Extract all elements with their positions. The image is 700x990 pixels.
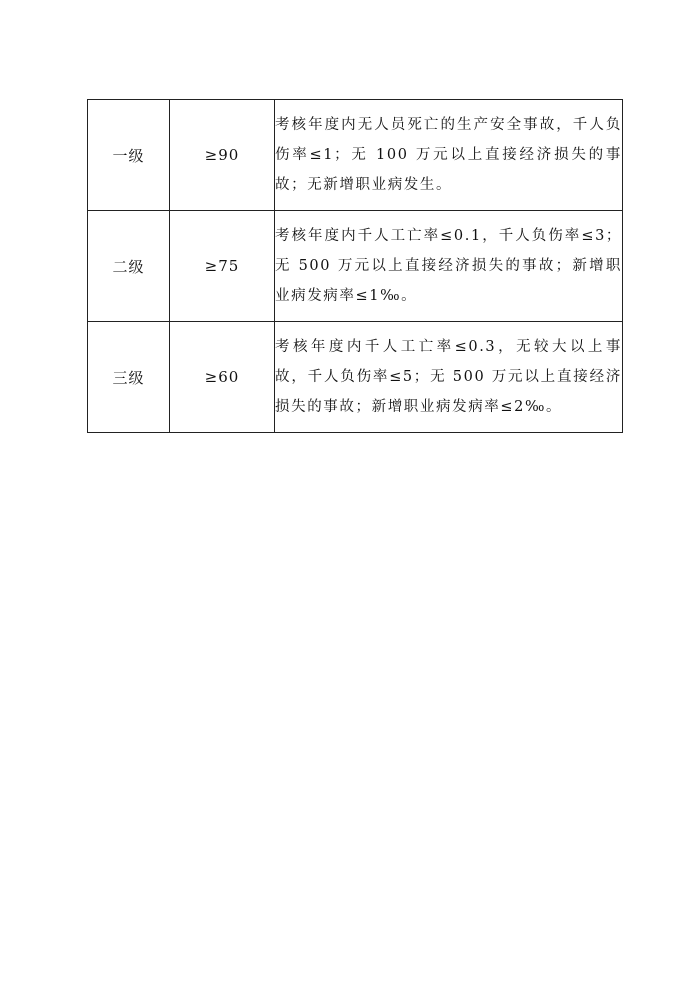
table-row-grade-2 (88, 211, 623, 322)
grade-criteria-table (87, 99, 623, 433)
grade-level-cell: 三级 (88, 322, 170, 433)
grade-description-cell: 考核年度内千人工亡率≤0.1，千人负伤率≤3；无 500 万元以上直接经济损失的事故；新增职业病发病率≤1‰。 (275, 211, 623, 322)
grade-description-cell: 考核年度内无人员死亡的生产安全事故，千人负伤率≤1；无 100 万元以上直接经济损失的事故；无新增职业病发生。 (275, 100, 623, 211)
table-row-grade-1 (88, 100, 623, 211)
table-row-grade-3 (88, 322, 623, 433)
grade-description-cell: 考核年度内千人工亡率≤0.3，无较大以上事故，千人负伤率≤5；无 500 万元以上直接经济损失的事故；新增职业病发病率≤2‰。 (275, 322, 623, 433)
grade-score-cell: ≥90 (170, 100, 275, 211)
grade-level-cell: 二级 (88, 211, 170, 322)
grade-score-cell: ≥75 (170, 211, 275, 322)
grade-score-cell: ≥60 (170, 322, 275, 433)
grade-level-cell: 一级 (88, 100, 170, 211)
